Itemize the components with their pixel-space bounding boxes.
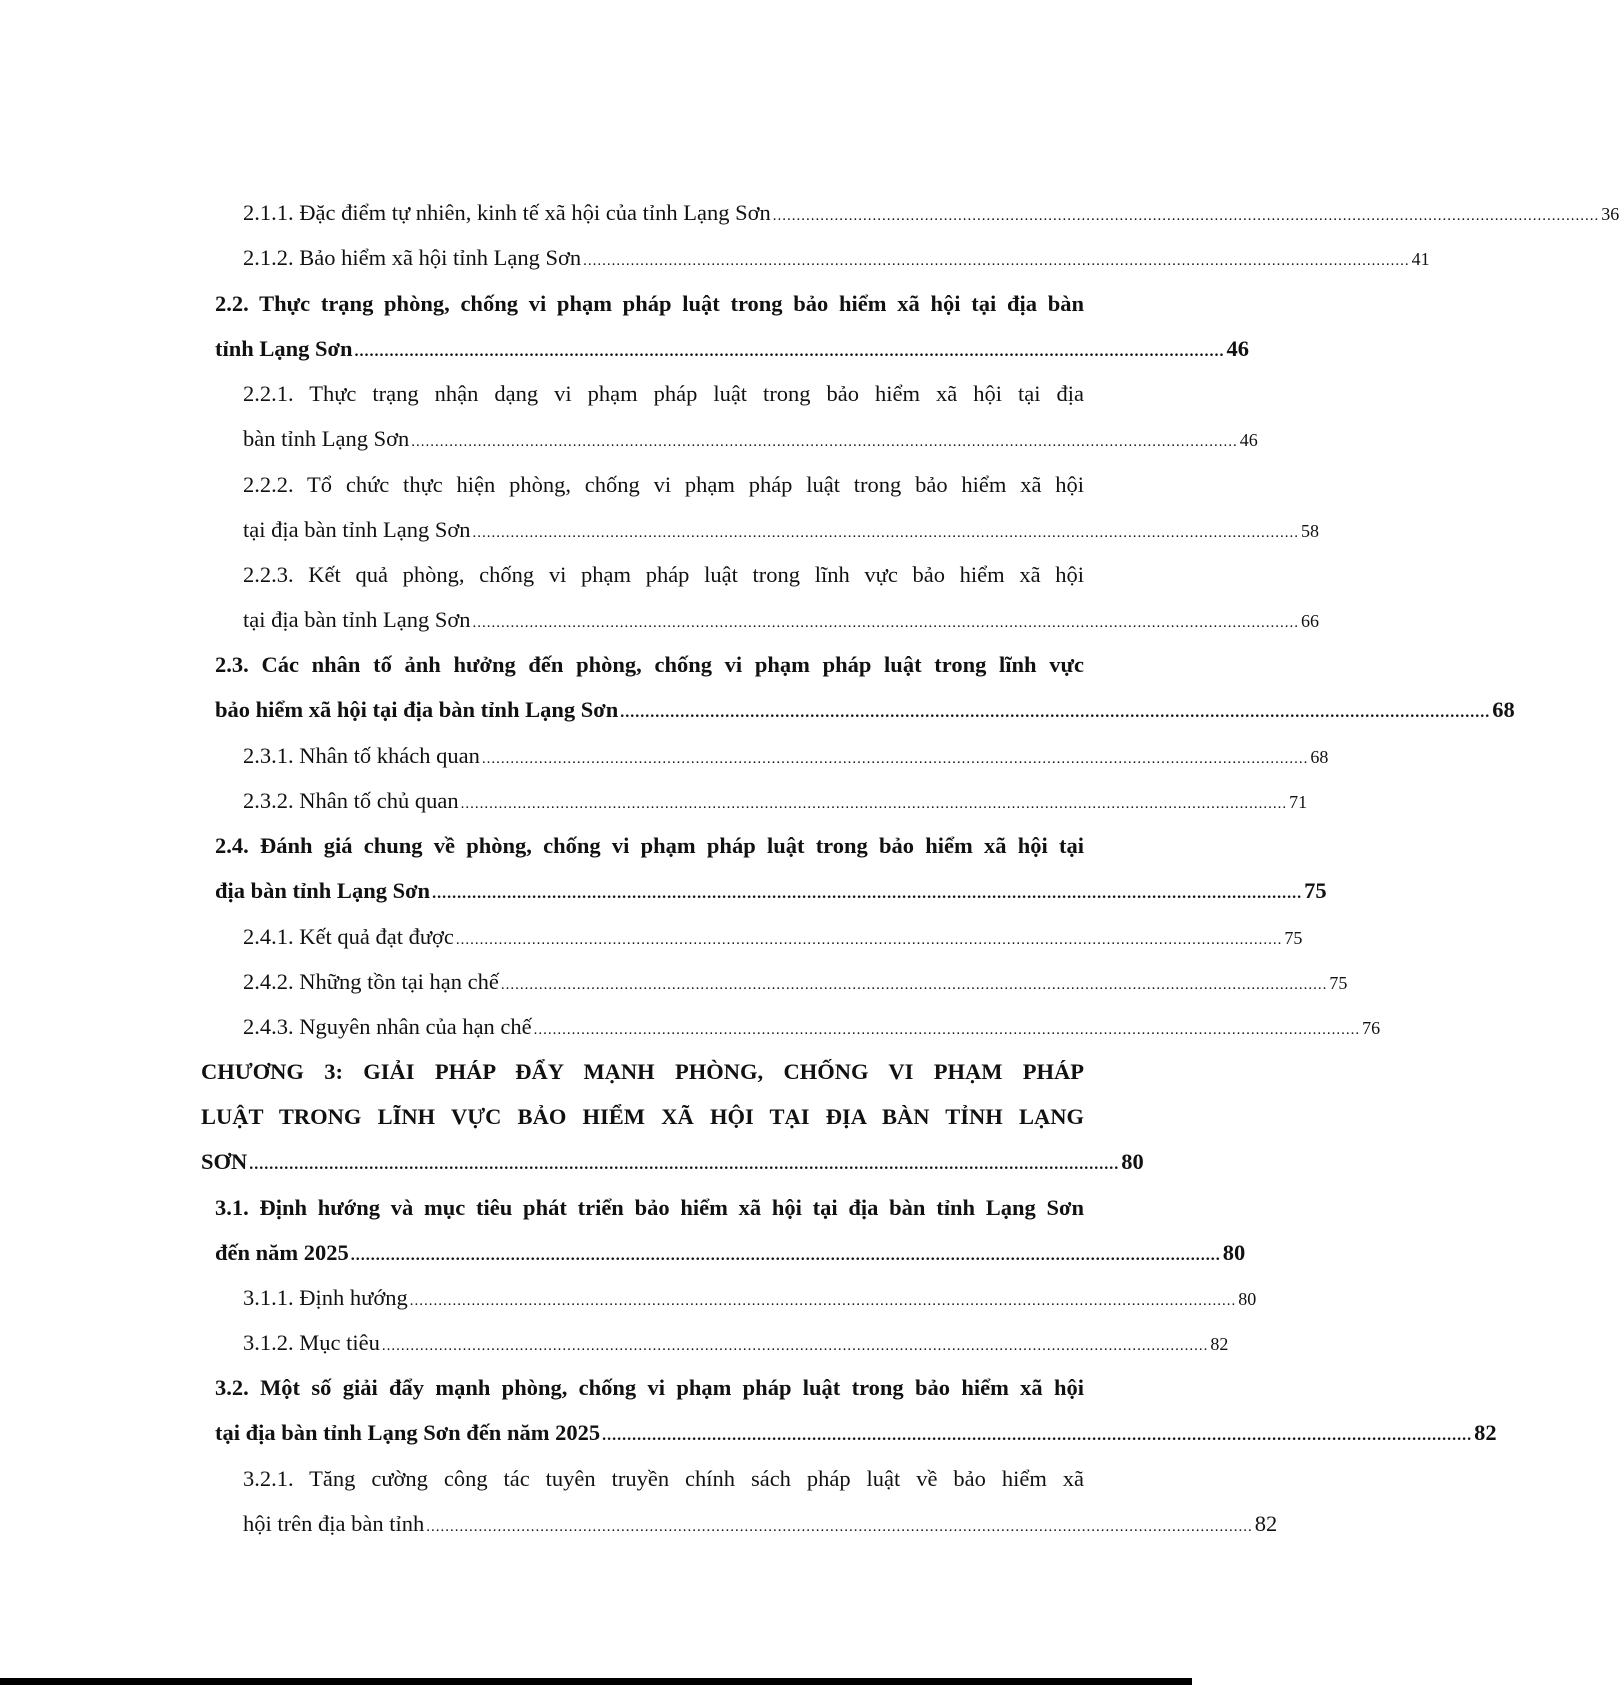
toc-title: tại địa bàn tỉnh Lạng Sơn <box>243 517 471 542</box>
toc-page-number: 41 <box>1411 249 1430 269</box>
toc-page-number: 71 <box>1289 792 1308 812</box>
dot-leader: .............................................................................................................................................................................. <box>426 1519 1253 1535</box>
toc-entry-2-2-1-line2[interactable] <box>243 426 1258 452</box>
toc-title: bảo hiểm xã hội tại địa bàn tỉnh Lạng Sơn <box>215 697 619 722</box>
toc-title: 2.4.1. Kết quả đạt được <box>243 924 454 949</box>
toc-page-number: 46 <box>1239 430 1258 450</box>
toc-entry-3-1-2[interactable] <box>243 1330 1229 1356</box>
toc-title: SƠN <box>201 1149 248 1174</box>
toc-page-number: 82 <box>1210 1334 1229 1354</box>
toc-entry-3-1-1[interactable] <box>243 1285 1257 1311</box>
dot-leader: .............................................................................................................................................................................. <box>472 525 1299 541</box>
dot-leader: .............................................................................................................................................................................. <box>533 1022 1361 1038</box>
toc-page-number: 75 <box>1284 928 1303 948</box>
toc-entry-3-1-line2[interactable] <box>215 1240 1246 1266</box>
toc-title: 3.1.2. Mục tiêu <box>243 1330 380 1355</box>
toc-entry-2-3-line1[interactable]: 2.3. Các nhân tố ảnh hưởng đến phòng, chống vi phạm pháp luật trong lĩnh vực <box>215 652 1084 677</box>
dot-leader: .............................................................................................................................................................................. <box>472 615 1299 631</box>
page-bottom-edge <box>0 1678 1192 1685</box>
toc-chapter-3-line2[interactable]: LUẬT TRONG LĨNH VỰC BẢO HIỂM XÃ HỘI TẠI ĐỊA BÀN TỈNH LẠNG <box>201 1104 1084 1129</box>
toc-entry-2-2-line1[interactable]: 2.2. Thực trạng phòng, chống vi phạm pháp luật trong bảo hiểm xã hội tại địa bàn <box>215 291 1084 316</box>
toc-page-number: 46 <box>1226 336 1250 361</box>
toc-page-number: 76 <box>1362 1018 1381 1038</box>
toc-page-number: 75 <box>1329 973 1348 993</box>
dot-leader: .............................................................................................................................................................................. <box>455 932 1283 948</box>
toc-entry-2-1-2[interactable] <box>243 245 1430 271</box>
toc-title: địa bàn tỉnh Lạng Sơn <box>215 878 431 903</box>
toc-title: hội trên địa bàn tỉnh <box>243 1511 425 1536</box>
dot-leader: .............................................................................................................................................................................. <box>354 343 1225 360</box>
toc-entry-2-2-3-line2[interactable] <box>243 607 1319 633</box>
toc-page-number: 36 <box>1601 204 1619 224</box>
toc-entry-2-2-2-line2[interactable] <box>243 517 1319 543</box>
dot-leader: .............................................................................................................................................................................. <box>409 1293 1237 1309</box>
toc-entry-2-4-line1[interactable]: 2.4. Đánh giá chung về phòng, chống vi phạm pháp luật trong bảo hiểm xã hội tại <box>215 833 1084 858</box>
toc-page-number: 82 <box>1474 1420 1497 1445</box>
toc-page-number: 66 <box>1300 611 1319 631</box>
toc-title: đến năm 2025 <box>215 1240 349 1265</box>
toc-entry-2-4-2[interactable] <box>243 969 1348 995</box>
dot-leader: .............................................................................................................................................................................. <box>602 1427 1473 1444</box>
toc-title: tại địa bàn tỉnh Lạng Sơn <box>243 607 471 632</box>
toc-title: 2.4.3. Nguyên nhân của hạn chế <box>243 1014 532 1039</box>
toc-page-number: 82 <box>1254 1511 1278 1536</box>
toc-entry-3-2-line2[interactable] <box>215 1420 1497 1446</box>
toc-entry-2-4-line2[interactable] <box>215 878 1327 904</box>
toc-page-number: 80 <box>1238 1289 1257 1309</box>
dot-leader: .............................................................................................................................................................................. <box>772 208 1600 224</box>
toc-entry-2-4-3[interactable] <box>243 1014 1381 1040</box>
toc-chapter-3-line1[interactable]: CHƯƠNG 3: GIẢI PHÁP ĐẨY MẠNH PHÒNG, CHỐNG VI PHẠM PHÁP <box>201 1059 1084 1084</box>
toc-page-number: 80 <box>1121 1149 1144 1174</box>
toc-entry-3-2-1-line1[interactable]: 3.2.1. Tăng cường công tác tuyên truyền chính sách pháp luật về bảo hiểm xã <box>243 1466 1084 1491</box>
dot-leader: .............................................................................................................................................................................. <box>481 751 1309 767</box>
toc-entry-2-1-1[interactable] <box>243 200 1619 226</box>
toc-entry-2-2-3-line1[interactable]: 2.2.3. Kết quả phòng, chống vi phạm pháp luật trong lĩnh vực bảo hiểm xã hội <box>243 562 1084 587</box>
toc-title: tỉnh Lạng Sơn <box>215 336 353 361</box>
dot-leader: .............................................................................................................................................................................. <box>500 977 1328 993</box>
toc-chapter-3-line3[interactable] <box>201 1149 1144 1175</box>
toc-entry-2-3-line2[interactable] <box>215 697 1515 723</box>
toc-title: bàn tỉnh Lạng Sơn <box>243 426 410 451</box>
dot-leader: .............................................................................................................................................................................. <box>411 434 1238 450</box>
toc-page-number: 58 <box>1300 521 1319 541</box>
dot-leader: .............................................................................................................................................................................. <box>583 253 1410 269</box>
toc-entry-2-4-1[interactable] <box>243 924 1303 950</box>
dot-leader: .............................................................................................................................................................................. <box>620 704 1491 721</box>
toc-page-number: 68 <box>1310 747 1329 767</box>
toc-page-number: 80 <box>1222 1240 1246 1265</box>
toc-entry-2-3-2[interactable] <box>243 788 1308 814</box>
toc-title: 2.1.2. Bảo hiểm xã hội tỉnh Lạng Sơn <box>243 245 582 270</box>
toc-entry-3-1-line1[interactable]: 3.1. Định hướng và mục tiêu phát triển bảo hiểm xã hội tại địa bàn tỉnh Lạng Sơn <box>215 1195 1084 1220</box>
toc-page-number: 68 <box>1492 697 1515 722</box>
toc-page-number: 75 <box>1304 878 1327 903</box>
dot-leader: .............................................................................................................................................................................. <box>381 1338 1209 1354</box>
toc-entry-2-2-2-line1[interactable]: 2.2.2. Tổ chức thực hiện phòng, chống vi phạm pháp luật trong bảo hiểm xã hội <box>243 472 1084 497</box>
toc-title: 2.3.2. Nhân tố chủ quan <box>243 788 459 813</box>
toc-title: 2.3.1. Nhân tố khách quan <box>243 743 480 768</box>
dot-leader: .............................................................................................................................................................................. <box>460 796 1288 812</box>
toc-entry-3-2-line1[interactable]: 3.2. Một số giải đẩy mạnh phòng, chống vi phạm pháp luật trong bảo hiểm xã hội <box>215 1375 1084 1400</box>
toc-entry-2-2-1-line1[interactable]: 2.2.1. Thực trạng nhận dạng vi phạm pháp luật trong bảo hiểm xã hội tại địa <box>243 381 1084 406</box>
toc-entry-3-2-1-line2[interactable] <box>243 1511 1278 1537</box>
toc-title: tại địa bàn tỉnh Lạng Sơn đến năm 2025 <box>215 1420 601 1445</box>
dot-leader: .............................................................................................................................................................................. <box>350 1247 1221 1264</box>
dot-leader: .............................................................................................................................................................................. <box>249 1156 1120 1173</box>
dot-leader: .............................................................................................................................................................................. <box>432 885 1303 902</box>
toc-title: 3.1.1. Định hướng <box>243 1285 408 1310</box>
toc-title: 2.4.2. Những tồn tại hạn chế <box>243 969 499 994</box>
toc-entry-2-2-line2[interactable] <box>215 336 1250 362</box>
toc-entry-2-3-1[interactable] <box>243 743 1329 769</box>
toc-title: 2.1.1. Đặc điểm tự nhiên, kinh tế xã hội của tỉnh Lạng Sơn <box>243 200 771 225</box>
